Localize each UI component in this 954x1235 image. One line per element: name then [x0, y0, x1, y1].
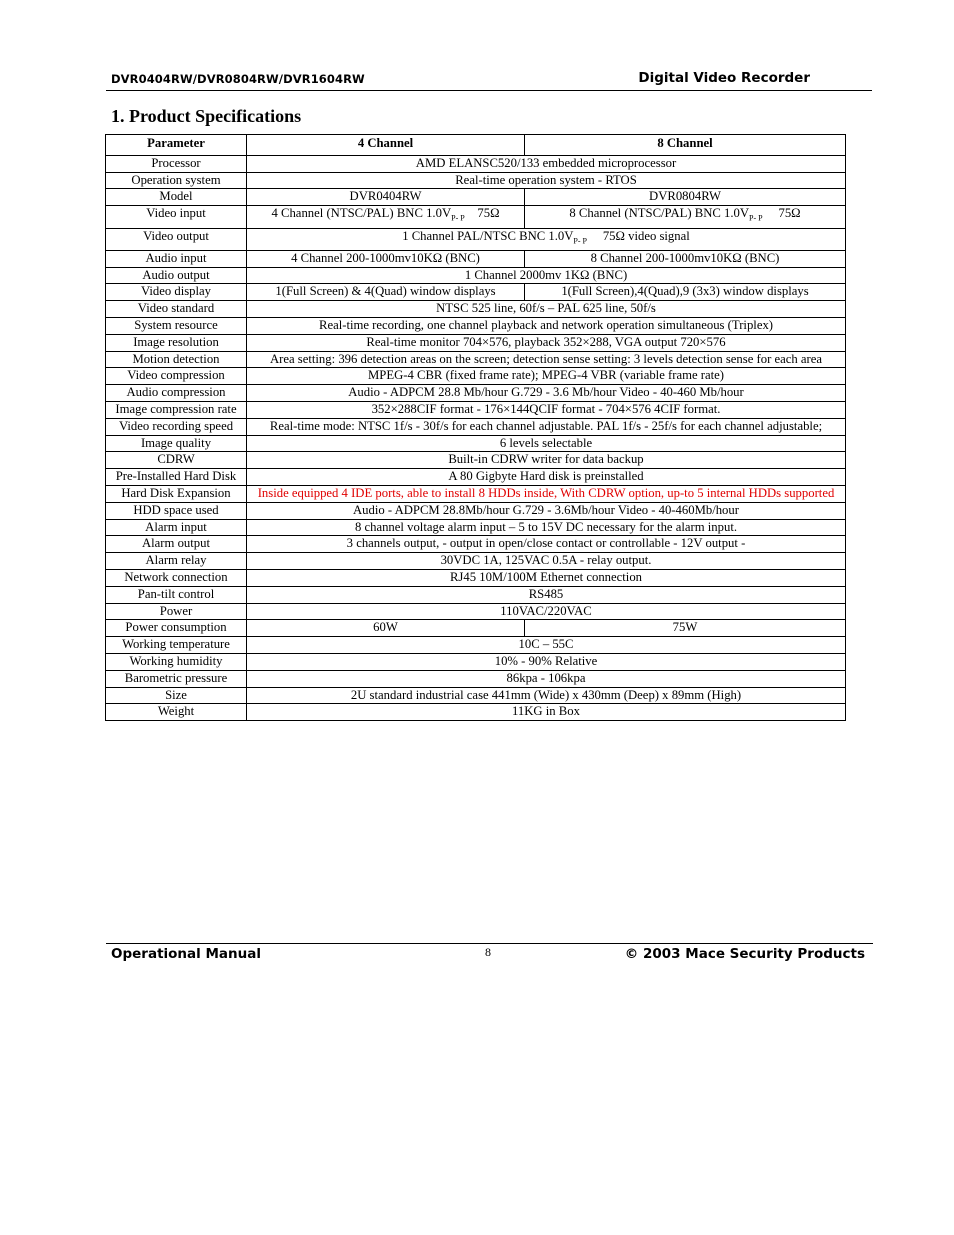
- value-cell: [247, 603, 846, 620]
- parameter-cell: Power consumption: [106, 620, 247, 637]
- value-cell: [247, 385, 846, 402]
- value-cell: [247, 418, 846, 435]
- parameter-cell: Working humidity: [106, 653, 247, 670]
- value-text: 10C – 55C: [518, 637, 574, 652]
- table-row: [106, 435, 846, 452]
- footer-divider: [106, 943, 873, 944]
- value-text: 10% - 90% Relative: [494, 653, 598, 668]
- value-cell: [247, 536, 846, 553]
- parameter-cell: System resource: [106, 318, 247, 335]
- table-row: [106, 418, 846, 435]
- value-cell: [247, 172, 846, 189]
- value-cell: [247, 637, 846, 654]
- table-row: [106, 301, 846, 318]
- table-row: [106, 704, 846, 721]
- value-text: 3 channels output, - output in open/close contact or controllable - 12V output -: [346, 536, 746, 551]
- value-cell-4-channel: [247, 620, 525, 637]
- header-divider: [106, 90, 872, 91]
- parameter-cell: Model: [106, 189, 247, 206]
- value-cell: [247, 670, 846, 687]
- table-row: [106, 250, 846, 267]
- value-text: Real-time recording, one channel playback and network operation simultaneous (Triplex): [318, 318, 774, 333]
- value-cell-4-channel: [247, 189, 525, 206]
- table-row: [106, 206, 846, 228]
- value-text: 352×288CIF format - 176×144QCIF format - 704×576 4CIF format.: [371, 402, 721, 417]
- parameter-cell: Alarm input: [106, 519, 247, 536]
- section-title: 1. Product Specifications: [111, 106, 302, 126]
- table-row: [106, 267, 846, 284]
- value-cell: [247, 586, 846, 603]
- value-tail: 75Ω: [464, 206, 500, 221]
- parameter-cell: Video display: [106, 284, 247, 301]
- value-cell: [247, 402, 846, 419]
- value-text: MPEG-4 CBR (fixed frame rate); MPEG-4 VBR (variable frame rate): [368, 368, 724, 383]
- value-subscript: P- P: [451, 213, 465, 223]
- parameter-cell: Network connection: [106, 569, 247, 586]
- parameter-cell: Audio compression: [106, 385, 247, 402]
- table-header-row: [106, 135, 846, 156]
- value-text: 1(Full Screen) & 4(Quad) window displays: [275, 284, 496, 299]
- parameter-cell: Video recording speed: [106, 418, 247, 435]
- value-subscript: P- P: [573, 236, 587, 246]
- table-row: [106, 172, 846, 189]
- parameter-cell: Alarm output: [106, 536, 247, 553]
- parameter-cell: Video standard: [106, 301, 247, 318]
- table-row: [106, 502, 846, 519]
- value-text: NTSC 525 line, 60f/s – PAL 625 line, 50f/s: [436, 301, 656, 316]
- value-cell: [247, 502, 846, 519]
- value-cell: [247, 486, 846, 503]
- value-cell: [247, 228, 846, 250]
- value-cell-8-channel: [525, 206, 846, 228]
- value-cell: [247, 553, 846, 570]
- value-cell: [247, 435, 846, 452]
- table-row: [106, 351, 846, 368]
- parameter-cell: Pan-tilt control: [106, 586, 247, 603]
- table-row: [106, 569, 846, 586]
- parameter-cell: Video input: [106, 206, 247, 228]
- footer-copyright: © 2003 Mace Security Products: [624, 946, 865, 962]
- parameter-cell: Pre-Installed Hard Disk: [106, 469, 247, 486]
- parameter-cell: Working temperature: [106, 637, 247, 654]
- value-text: 75W: [672, 620, 698, 635]
- value-tail: 75Ω: [762, 206, 801, 221]
- header-model-list: DVR0404RW/DVR0804RW/DVR1604RW: [111, 72, 365, 86]
- table-row: [106, 653, 846, 670]
- header-8-channel: 8 Channel: [525, 135, 846, 156]
- header-parameter: Parameter: [106, 135, 247, 156]
- table-row: [106, 402, 846, 419]
- parameter-cell: Audio output: [106, 267, 247, 284]
- value-text: DVR0404RW: [349, 189, 422, 204]
- value-text: Audio - ADPCM 28.8Mb/hour G.729 - 3.6Mb/hour Video - 40-460Mb/hour: [353, 502, 739, 517]
- value-text: Inside equipped 4 IDE ports, able to install 8 HDDs inside, With CDRW option, up-to 5 internal HDDs supported: [257, 486, 835, 500]
- value-text: Audio - ADPCM 28.8 Mb/hour G.729 - 3.6 Mb/hour Video - 40-460 Mb/hour: [348, 385, 744, 400]
- parameter-cell: Motion detection: [106, 351, 247, 368]
- value-text: 8 Channel (NTSC/PAL) BNC 1.0V: [569, 206, 750, 221]
- value-subscript: P- P: [749, 213, 763, 223]
- value-text: 1 Channel 2000mv 1KΩ (BNC): [464, 267, 628, 282]
- parameter-cell: Alarm relay: [106, 553, 247, 570]
- parameter-cell: Image quality: [106, 435, 247, 452]
- value-text: 8 channel voltage alarm input – 5 to 15V DC necessary for the alarm input.: [354, 519, 738, 534]
- footer-manual-title: Operational Manual: [111, 946, 261, 962]
- value-cell: [247, 653, 846, 670]
- table-row: [106, 469, 846, 486]
- table-row: [106, 385, 846, 402]
- value-cell: [247, 351, 846, 368]
- table-row: [106, 284, 846, 301]
- value-cell-4-channel: [247, 206, 525, 228]
- table-row: [106, 620, 846, 637]
- value-cell: [247, 368, 846, 385]
- parameter-cell: Operation system: [106, 172, 247, 189]
- parameter-cell: Weight: [106, 704, 247, 721]
- value-cell: [247, 687, 846, 704]
- value-text: RJ45 10M/100M Ethernet connection: [449, 569, 643, 584]
- value-cell: [247, 519, 846, 536]
- value-cell: [247, 267, 846, 284]
- page-number: 8: [485, 945, 491, 959]
- value-text: RS485: [528, 586, 564, 601]
- spec-table: [105, 134, 846, 721]
- value-cell: [247, 569, 846, 586]
- value-cell-4-channel: [247, 250, 525, 267]
- parameter-cell: HDD space used: [106, 502, 247, 519]
- table-row: [106, 670, 846, 687]
- value-text: DVR0804RW: [649, 189, 721, 204]
- parameter-cell: Barometric pressure: [106, 670, 247, 687]
- parameter-cell: Hard Disk Expansion: [106, 486, 247, 503]
- table-row: [106, 536, 846, 553]
- value-text: 1 Channel PAL/NTSC BNC 1.0V: [402, 228, 574, 243]
- value-text: Real-time mode: NTSC 1f/s - 30f/s for each channel adjustable. PAL 1f/s - 25f/s for each channel adjustable;: [269, 418, 823, 433]
- value-cell: [247, 452, 846, 469]
- table-row: [106, 368, 846, 385]
- value-text: 6 levels selectable: [499, 435, 593, 450]
- value-text: A 80 Gigbyte Hard disk is preinstalled: [448, 469, 644, 484]
- parameter-cell: Video compression: [106, 368, 247, 385]
- value-text: 4 Channel (NTSC/PAL) BNC 1.0V: [271, 206, 452, 221]
- header-4-channel: 4 Channel: [247, 135, 525, 156]
- parameter-cell: Processor: [106, 155, 247, 172]
- table-row: [106, 687, 846, 704]
- value-text: 1(Full Screen),4(Quad),9 (3x3) window displays: [561, 284, 809, 299]
- value-text: 4 Channel 200-1000mv10KΩ (BNC): [291, 250, 480, 265]
- value-text: 110VAC/220VAC: [500, 603, 592, 618]
- value-text: Built-in CDRW writer for data backup: [448, 452, 644, 467]
- table-row: [106, 228, 846, 250]
- value-cell-8-channel: [525, 189, 846, 206]
- value-text: Real-time monitor 704×576, playback 352×288, VGA output 720×576: [366, 334, 726, 349]
- parameter-cell: Image resolution: [106, 334, 247, 351]
- value-cell-4-channel: [247, 284, 525, 301]
- parameter-cell: Image compression rate: [106, 402, 247, 419]
- table-row: [106, 586, 846, 603]
- table-row: [106, 452, 846, 469]
- parameter-cell: Video output: [106, 228, 247, 250]
- value-text: 60W: [373, 620, 398, 635]
- value-cell: [247, 301, 846, 318]
- value-cell: [247, 704, 846, 721]
- header-product-name: Digital Video Recorder: [638, 70, 810, 86]
- table-row: [106, 334, 846, 351]
- value-text: AMD ELANSC520/133 embedded microprocessor: [415, 155, 677, 170]
- value-text: 8 Channel 200-1000mv10KΩ (BNC): [590, 250, 780, 265]
- value-cell: [247, 155, 846, 172]
- parameter-cell: Size: [106, 687, 247, 704]
- value-text: Real-time operation system - RTOS: [455, 172, 637, 187]
- value-text: 30VDC 1A, 125VAC 0.5A - relay output.: [440, 553, 652, 568]
- table-row: [106, 637, 846, 654]
- value-tail: 75Ω video signal: [586, 228, 690, 243]
- value-text: 2U standard industrial case 441mm (Wide) x 430mm (Deep) x 89mm (High): [350, 687, 742, 702]
- value-cell: [247, 318, 846, 335]
- value-cell: [247, 469, 846, 486]
- value-cell-8-channel: [525, 250, 846, 267]
- parameter-cell: Power: [106, 603, 247, 620]
- table-row: [106, 553, 846, 570]
- table-row: [106, 318, 846, 335]
- value-text: 11KG in Box: [512, 704, 580, 719]
- value-text: 86kpa - 106kpa: [506, 670, 586, 685]
- value-cell: [247, 334, 846, 351]
- table-row: [106, 189, 846, 206]
- parameter-cell: Audio input: [106, 250, 247, 267]
- parameter-cell: CDRW: [106, 452, 247, 469]
- table-row: [106, 519, 846, 536]
- table-row: [106, 155, 846, 172]
- table-row: [106, 486, 846, 503]
- value-text: Area setting: 396 detection areas on the screen; detection sense setting: 3 levels detection sense for each area: [269, 351, 823, 366]
- table-row: [106, 603, 846, 620]
- value-cell-8-channel: [525, 620, 846, 637]
- value-cell-8-channel: [525, 284, 846, 301]
